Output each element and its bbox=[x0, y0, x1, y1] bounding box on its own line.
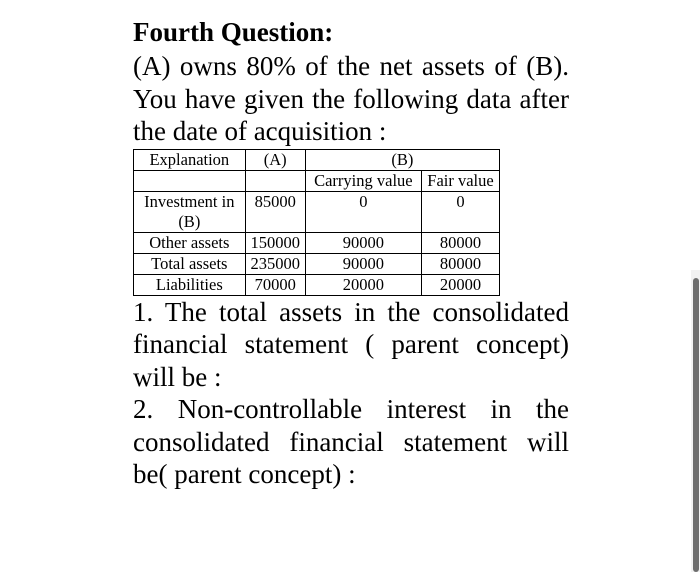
subheader-empty-1 bbox=[134, 170, 246, 191]
row-a-value: 85000 bbox=[245, 191, 305, 232]
row-fair-value: 0 bbox=[421, 191, 499, 232]
row-fair-value: 80000 bbox=[421, 232, 499, 253]
scrollbar-thumb[interactable] bbox=[693, 278, 699, 572]
row-fair-value: 80000 bbox=[421, 253, 499, 274]
row-label: Total assets bbox=[134, 253, 246, 274]
row-carrying-value: 20000 bbox=[305, 274, 421, 295]
header-explanation: Explanation bbox=[134, 149, 246, 170]
subheader-empty-2 bbox=[245, 170, 305, 191]
table-row bbox=[134, 274, 500, 295]
table-row bbox=[134, 253, 500, 274]
row-label: Investment in (B) bbox=[134, 191, 246, 232]
row-fair-value: 20000 bbox=[421, 274, 499, 295]
row-carrying-value: 90000 bbox=[305, 253, 421, 274]
row-a-value: 235000 bbox=[245, 253, 305, 274]
question-title: Fourth Question: bbox=[133, 17, 334, 47]
row-carrying-value: 0 bbox=[305, 191, 421, 232]
header-b: (B) bbox=[305, 149, 499, 170]
question-intro: (A) owns 80% of the net assets of (B). You have given the following data after the date of acquisition : bbox=[133, 51, 569, 146]
subheader-carrying-value: Carrying value bbox=[305, 170, 421, 191]
table-header-row bbox=[134, 149, 500, 170]
table-subheader-row bbox=[134, 170, 500, 191]
data-table bbox=[133, 149, 500, 296]
question-1: 1. The total assets in the consolidated financial statement ( parent concept) will be : bbox=[133, 296, 569, 392]
table-row bbox=[134, 191, 500, 232]
row-a-value: 150000 bbox=[245, 232, 305, 253]
question-2: 2. Non-controllable interest in the consolidated financial statement will be( parent concept) : bbox=[133, 394, 569, 489]
row-carrying-value: 90000 bbox=[305, 232, 421, 253]
table-row bbox=[134, 232, 500, 253]
row-a-value: 70000 bbox=[245, 274, 305, 295]
question-document bbox=[133, 14, 569, 491]
header-a: (A) bbox=[245, 149, 305, 170]
subheader-fair-value: Fair value bbox=[421, 170, 499, 191]
row-label: Liabilities bbox=[134, 274, 246, 295]
row-label: Other assets bbox=[134, 232, 246, 253]
